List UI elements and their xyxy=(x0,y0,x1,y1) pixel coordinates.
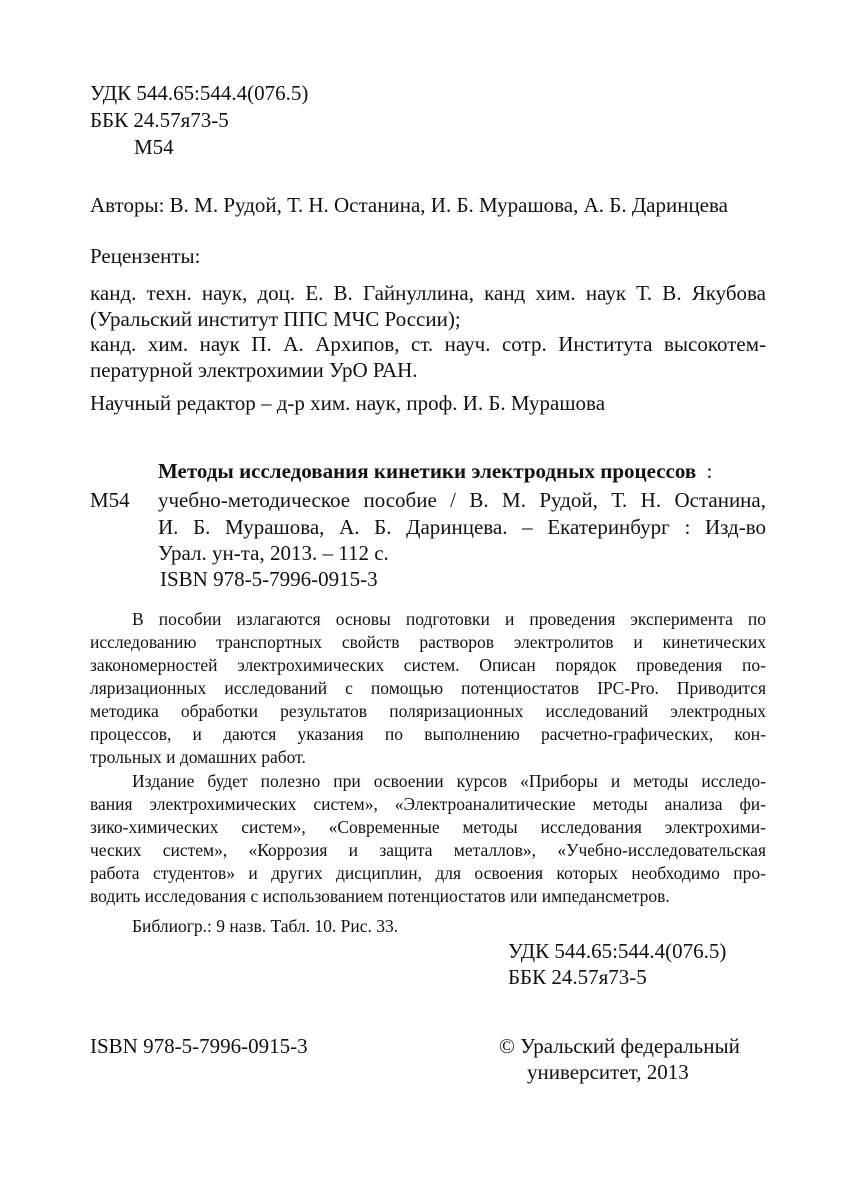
bibliographic-mark: М54 xyxy=(90,488,130,512)
abstract-line: закономерностей электрохимических систем. Описан порядок проведения по- xyxy=(90,655,766,675)
abstract-line: трольных и домашних работ. xyxy=(90,747,306,767)
reviewer-line: канд. хим. наук П. А. Архипов, ст. науч. сотр. Института высокотем- xyxy=(90,332,766,356)
bibliographic-line: И. Б. Мурашова, А. Б. Даринцева. – Екатеринбург : Изд-во xyxy=(158,515,766,539)
bibliographic-isbn: ISBN 978-5-7996-0915-3 xyxy=(160,567,378,591)
authors-line: Авторы: В. М. Рудой, Т. Н. Останина, И. Б. Мурашова, А. Б. Даринцева xyxy=(90,193,728,217)
author-mark: М54 xyxy=(134,135,174,159)
abstract-line: процессов, и даются указания по выполнению расчетно-графических, кон- xyxy=(90,724,766,744)
abstract-line: зико-химических систем», «Современные методы исследования электрохими- xyxy=(90,817,766,837)
book-title-line xyxy=(158,458,712,484)
abstract-line: ческих систем», «Коррозия и защита металлов», «Учебно-исследовательская xyxy=(90,840,766,860)
reviewer-line: (Уральский институт ППС МЧС России); xyxy=(90,307,461,331)
reviewer-line: канд. техн. наук, доц. Е. В. Гайнуллина, канд хим. наук Т. В. Якубова xyxy=(90,281,766,305)
reviewer-line: пературной электрохимии УрО РАН. xyxy=(90,358,418,382)
copyright-line: университет, 2013 xyxy=(527,1060,689,1084)
bbk-code: ББК 24.57я73-5 xyxy=(90,108,229,132)
udk-code-bottom: УДК 544.65:544.4(076.5) xyxy=(508,939,727,963)
bbk-code-bottom: ББК 24.57я73-5 xyxy=(508,965,647,989)
abstract-line: исследованию транспортных свойств растворов электролитов и кинетических xyxy=(90,632,766,652)
abstract-line: вания электрохимических систем», «Электроаналитические методы анализа фи- xyxy=(90,794,766,814)
footer-isbn: ISBN 978-5-7996-0915-3 xyxy=(90,1034,308,1058)
abstract-line: ляризационных исследований с помощью потенциостатов IPC-Pro. Приводится xyxy=(90,678,766,698)
book-title: Методы исследования кинетики электродных процессов xyxy=(158,459,697,483)
abstract-line: В пособии излагаются основы подготовки и проведения эксперимента по xyxy=(132,609,766,629)
copyright-line: © Уральский федеральный xyxy=(499,1034,740,1058)
abstract-line: Издание будет полезно при освоении курсов «Приборы и методы исследо- xyxy=(132,771,766,791)
bibliographic-line: учебно-методическое пособие / В. М. Рудой, Т. Н. Останина, xyxy=(158,488,766,512)
title-suffix: : xyxy=(701,459,713,483)
abstract-line: работа студентов» и других дисциплин, для освоения которых необходимо про- xyxy=(90,863,766,883)
biblio-note: Библиогр.: 9 назв. Табл. 10. Рис. 33. xyxy=(132,916,399,936)
abstract-line: водить исследования с использованием потенциостатов или импедансметров. xyxy=(90,886,670,906)
abstract-line: методика обработки результатов поляризационных исследований электродных xyxy=(90,701,766,721)
bibliographic-line: Урал. ун-та, 2013. – 112 с. xyxy=(158,541,389,565)
reviewers-label: Рецензенты: xyxy=(90,244,201,268)
scientific-editor: Научный редактор – д-р хим. наук, проф. И. Б. Мурашова xyxy=(90,391,606,415)
udk-code: УДК 544.65:544.4(076.5) xyxy=(90,81,309,105)
